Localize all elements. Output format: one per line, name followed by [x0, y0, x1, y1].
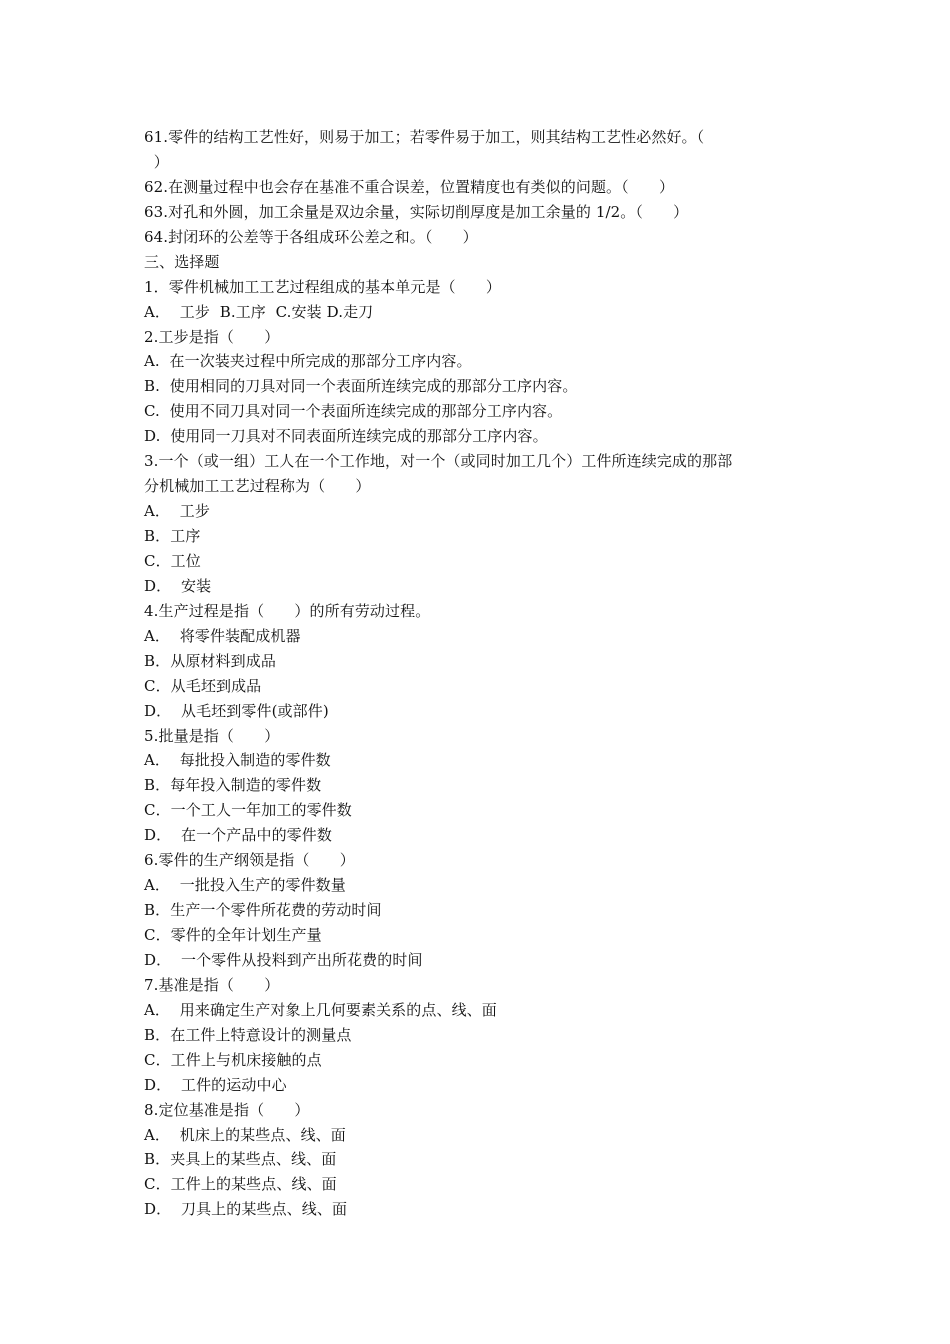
answer-option: B．在工件上特意设计的测量点 [144, 1025, 352, 1044]
answer-option: C．工件上与机床接触的点 [144, 1050, 322, 1069]
answer-option: B．生产一个零件所花费的劳动时间 [144, 901, 382, 920]
question: 分机械加工工艺过程称为（ ） [144, 477, 371, 496]
question: 2.工步是指（ ） [144, 327, 280, 346]
answer-option: C．从毛坯到成品 [144, 676, 262, 695]
answer-option: A． 工步 [144, 502, 210, 521]
question: 4.生产过程是指（ ）的所有劳动过程。 [144, 601, 431, 620]
answer-option: B．从原材料到成品 [144, 651, 276, 670]
answer-option: D． 在一个产品中的零件数 [144, 826, 332, 845]
answer-option: A． 工步 B.工序 C.安装 D.走刀 [144, 302, 374, 321]
answer-option: C. 使用不同刀具对同一个表面所连续完成的那部分工序内容。 [144, 402, 563, 421]
answer-option: A． 将零件装配成机器 [144, 626, 301, 645]
answer-option: D. 使用同一刀具对不同表面所连续完成的那部分工序内容。 [144, 427, 548, 446]
section-heading: 三、选择题 [144, 252, 220, 271]
answer-option: C．一个工人一年加工的零件数 [144, 801, 352, 820]
answer-option: B．夹具上的某些点、线、面 [144, 1150, 337, 1169]
answer-option: B．工序 [144, 527, 201, 545]
answer-option: C．零件的全年计划生产量 [144, 926, 322, 944]
answer-option: A． 一批投入生产的零件数量 [144, 876, 346, 895]
text-line: 64.封闭环的公差等于各组成环公差之和。（ ） [144, 227, 478, 246]
question: 3.一个（或一组）工人在一个工作地，对一个（或同时加工几个）工件所连续完成的那部 [144, 452, 733, 471]
answer-option: D． 工件的运动中心 [144, 1075, 287, 1094]
answer-option: B. 使用相同的刀具对同一个表面所连续完成的那部分工序内容。 [144, 377, 578, 396]
answer-option: C．工件上的某些点、线、面 [144, 1175, 337, 1194]
question: 7.基准是指（ ） [144, 975, 280, 994]
text-line: 63.对孔和外圆，加工余量是双边余量，实际切削厚度是加工余量的 1/2。（ ） [144, 202, 689, 221]
answer-option: A． 每批投入制造的零件数 [144, 751, 331, 770]
answer-option: B．每年投入制造的零件数 [144, 776, 322, 795]
question: 1．零件机械加工工艺过程组成的基本单元是（ ） [144, 277, 501, 296]
answer-option: C．工位 [144, 551, 201, 570]
answer-option: D． 从毛坯到零件(或部件) [144, 701, 329, 720]
text-line: ） [144, 152, 169, 171]
text-line: 62.在测量过程中也会存在基准不重合误差，位置精度也有类似的问题。（ ） [144, 177, 675, 196]
answer-option: A． 用来确定生产对象上几何要素关系的点、线、面 [144, 1000, 497, 1019]
document-body [144, 125, 814, 1222]
answer-option: D． 安装 [144, 576, 212, 595]
text-line: 61.零件的结构工艺性好，则易于加工；若零件易于加工，则其结构工艺性必然好。（ [144, 128, 705, 146]
answer-option: A. 在一次装夹过程中所完成的那部分工序内容。 [144, 352, 472, 371]
answer-option: D． 刀具上的某些点、线、面 [144, 1200, 348, 1219]
answer-option: A． 机床上的某些点、线、面 [144, 1125, 346, 1144]
question: 8.定位基准是指（ ） [144, 1100, 310, 1119]
question: 5.批量是指（ ） [144, 726, 280, 745]
answer-option: D． 一个零件从投料到产出所花费的时间 [144, 950, 423, 969]
question: 6.零件的生产纲领是指（ ） [144, 851, 355, 870]
